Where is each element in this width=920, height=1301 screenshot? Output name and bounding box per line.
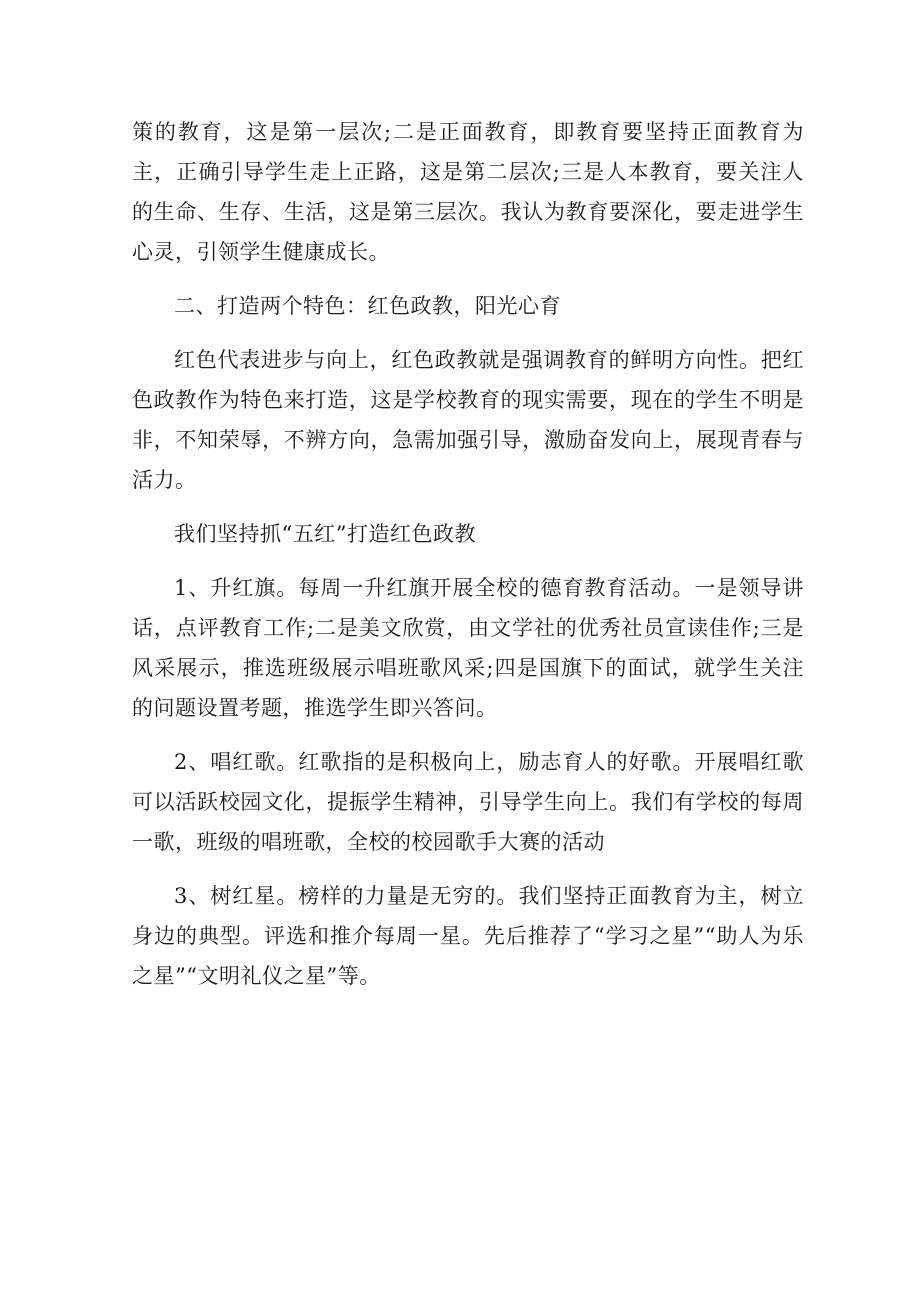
paragraph-red-education: 红色代表进步与向上，红色政教就是强调教育的鲜明方向性。把红色政教作为特色来打造，这是学校教育的现实需要，现在的学生不明是非，不知荣辱，不辨方向，急需加强引导，激励奋发向上，展现青春与活力。 <box>132 348 804 492</box>
list-item-role-models: 3、树红星。榜样的力量是无穷的。我们坚持正面教育为主，树立身边的典型。评选和推介每周一星。先后推荐了“学习之星”“助人为乐之星”“文明礼仪之星”等。 <box>132 884 804 988</box>
list-item-raise-flag: 1、升红旗。每周一升红旗开展全校的德育教育活动。一是领导讲话，点评教育工作;二是美文欣赏，由文学社的优秀社员宣读佳作;三是风采展示，推选班级展示唱班歌风采;四是国旗下的面试，就学生关注的问题设置考题，推选学生即兴答问。 <box>132 576 804 720</box>
paragraph-continuation: 策的教育，这是第一层次;二是正面教育，即教育要坚持正面教育为主，正确引导学生走上正路，这是第二层次;三是人本教育，要关注人的生命、生存、生活，这是第三层次。我认为教育要深化，要走进学生心灵，引领学生健康成长。 <box>132 120 804 264</box>
paragraph-five-red-intro: 我们坚持抓“五红”打造红色政教 <box>174 522 476 546</box>
document-body <box>132 112 804 1010</box>
section-heading: 二、打造两个特色：红色政教，阳光心育 <box>174 294 561 318</box>
list-item-sing-songs: 2、唱红歌。红歌指的是积极向上，励志育人的好歌。开展唱红歌可以活跃校园文化，提振学生精神，引导学生向上。我们有学校的每周一歌，班级的唱班歌，全校的校园歌手大赛的活动 <box>132 750 804 854</box>
